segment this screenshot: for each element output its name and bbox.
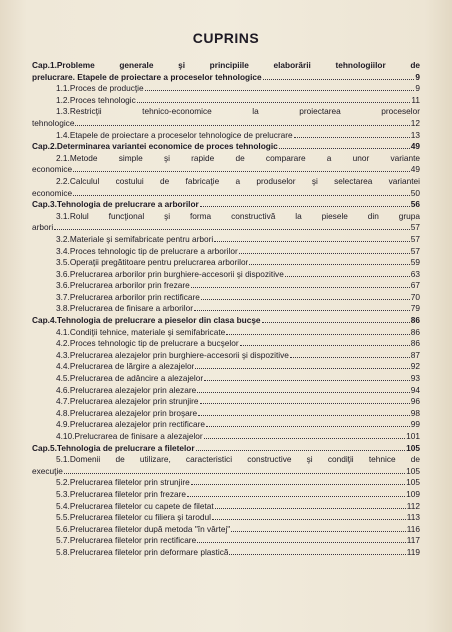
toc-section-entry (32, 280, 420, 292)
toc-section-entry (32, 408, 420, 420)
toc-dot-leader (75, 125, 409, 126)
toc-entry-title: 4.9.Prelucrarea alezajelor prin rectificare (56, 419, 205, 430)
toc-dot-leader (214, 241, 410, 242)
toc-chapter-entry (32, 141, 420, 153)
toc-entry-title: 4.5.Prelucrarea de adâncire a alezajelor (56, 373, 204, 384)
toc-entry-title: 4.1.Condiţii tehnice, materiale şi semifabricate (56, 326, 226, 337)
toc-entry-title: 3.8.Prelucrarea de finisare a arborilor (56, 303, 193, 314)
toc-page-number: 98 (410, 407, 420, 418)
toc-page-number: 119 (406, 546, 420, 557)
toc-section-entry (32, 350, 420, 362)
toc-entry-continuation (32, 466, 420, 478)
toc-page-number: 105 (406, 465, 420, 476)
toc-entry-title: 4.4.Prelucrarea de lărgire a alezajelor (56, 361, 195, 372)
toc-entry-title-line: 5.1.Domenii de utilizare, caracteristici constructive şi condiţii tehnice de (56, 454, 420, 465)
toc-page-number: 92 (410, 361, 420, 372)
toc-entry-title: 4.3.Prelucrarea alezajelor prin burghiere-accesorii şi dispozitive (56, 349, 289, 360)
toc-page-number: 9 (415, 71, 420, 82)
toc-dot-leader (262, 322, 410, 323)
toc-dot-leader (197, 542, 406, 543)
toc-entry-title: 3.2.Materiale şi semifabricate pentru arbori (56, 233, 214, 244)
toc-section-entry (32, 234, 420, 246)
toc-entry-title-line: 2.1.Metode simple şi rapide de comparare a unor variante (56, 152, 420, 163)
toc-dot-leader (200, 403, 410, 404)
toc-page-number: 87 (410, 349, 420, 360)
toc-entry-title: 3.4.Proces tehnologic tip de prelucrare a arborilor (56, 245, 238, 256)
toc-dot-leader (195, 368, 409, 369)
toc-page-number: 99 (410, 419, 420, 430)
toc-page-number: 105 (406, 442, 420, 453)
toc-entry-title: 4.6.Prelucrarea alezajelor prin alezare (56, 384, 197, 395)
toc-entry-title: 1.2.Proces tehnologic (56, 94, 136, 105)
toc-dot-leader (290, 357, 410, 358)
toc-entry-title: 1.1.Proces de producţie (56, 83, 144, 94)
toc-section-entry (32, 292, 420, 304)
toc-page-number: 12 (410, 117, 420, 128)
toc-entry-continuation (32, 72, 420, 84)
toc-dot-leader (54, 229, 410, 230)
toc-page-number: 113 (406, 512, 420, 523)
toc-entry-title: Cap.4.Tehnologia de prelucrare a pieselor din clasa bucşe (32, 315, 261, 326)
toc-entry-title: Cap.5.Tehnologia de prelucrare a filetelor (32, 442, 195, 453)
toc-page-number: 117 (406, 535, 420, 546)
toc-page-number: 49 (410, 141, 420, 152)
toc-page-number: 11 (411, 94, 420, 105)
toc-page-number: 57 (410, 245, 420, 256)
toc-page-number: 116 (406, 523, 420, 534)
toc-dot-leader (231, 531, 406, 532)
toc-page-number: 50 (410, 187, 420, 198)
toc-entry-title-line: 2.2.Calculul costului de fabricaţie a produselor şi selectarea variantei (56, 175, 420, 186)
toc-entry-title-line: economice (32, 164, 73, 175)
toc-dot-leader (249, 264, 409, 265)
toc-section-entry (32, 246, 420, 258)
toc-page-number: 93 (410, 373, 420, 384)
toc-dot-leader (212, 519, 406, 520)
toc-entry-title: 3.6.Prelucrarea arborilor prin burghiere-accesorii şi dispozitive (56, 268, 284, 279)
toc-section-entry (32, 361, 420, 373)
toc-entry-title: 4.2.Proces tehnologic tip de prelucrare a bucşelor (56, 338, 239, 349)
toc-section-entry (32, 83, 420, 95)
toc-entry-title: Cap.2.Determinarea variantei economice de proces tehnologic (32, 141, 278, 152)
toc-dot-leader (145, 90, 415, 91)
toc-entry-title: 1.4.Etapele de proiectare a proceselor tehnologice de prelucrare (56, 129, 293, 140)
toc-section-entry (32, 489, 420, 501)
toc-page-number: 86 (410, 326, 420, 337)
toc-page-number: 56 (410, 199, 420, 210)
toc-entry-title: Cap.3.Tehnologia de prelucrare a arborilor (32, 199, 199, 210)
toc-section-entry (32, 130, 420, 142)
toc-page-number: 96 (410, 396, 420, 407)
toc-page-number: 112 (406, 500, 420, 511)
toc-page-number: 109 (406, 488, 420, 499)
toc-entry-title-line: arbori (32, 222, 54, 233)
toc-page-number: 70 (410, 291, 420, 302)
toc-entry-title: 3.6.Prelucrarea arborilor prin frezare (56, 280, 190, 291)
toc-page-number: 63 (410, 268, 420, 279)
page-title: CUPRINS (192, 30, 260, 46)
toc-entry-title: 5.7.Prelucrarea filetelor prin rectificare (56, 535, 197, 546)
toc-entry-title: 5.6.Prelucrarea filetelor după metoda "în vârtej" (56, 523, 231, 534)
toc-chapter-entry (32, 199, 420, 211)
toc-section-entry (32, 501, 420, 513)
toc-dot-leader (215, 508, 406, 509)
toc-entry-title: 3.7.Prelucrarea arborilor prin rectificare (56, 291, 200, 302)
toc-chapter-entry (32, 443, 420, 455)
toc-page-number: 86 (410, 315, 420, 326)
toc-dot-leader (229, 554, 405, 555)
toc-dot-leader (73, 171, 410, 172)
toc-section-entry (32, 176, 420, 199)
toc-dot-leader (137, 102, 411, 103)
toc-dot-leader (197, 392, 410, 393)
toc-section-entry (32, 431, 420, 443)
toc-dot-leader (294, 137, 410, 138)
toc-section-entry (32, 257, 420, 269)
toc-dot-leader (240, 345, 410, 346)
toc-dot-leader (198, 415, 410, 416)
toc-page-number: 79 (410, 303, 420, 314)
toc-section-entry (32, 512, 420, 524)
toc-dot-leader (187, 496, 405, 497)
toc-section-entry (32, 373, 420, 385)
toc-entry-title: 3.5.Operaţii pregătitoare pentru prelucrarea arborilor (56, 257, 249, 268)
toc-section-entry (32, 95, 420, 107)
toc-section-entry (32, 396, 420, 408)
toc-section-entry (32, 547, 420, 559)
toc-entry-title: 4.7.Prelucrarea alezajelor prin strunjire (56, 396, 199, 407)
toc-section-entry (32, 477, 420, 489)
toc-page-number: 59 (410, 257, 420, 268)
toc-section-entry (32, 327, 420, 339)
toc-dot-leader (239, 253, 410, 254)
toc-entry-title-line: Cap.1.Probleme generale şi principiile elaborării tehnologiilor de (32, 60, 420, 70)
toc-dot-leader (201, 299, 410, 300)
toc-entry-continuation (32, 164, 420, 176)
toc-dot-leader (196, 450, 406, 451)
toc-section-entry (32, 419, 420, 431)
toc-entry-continuation (32, 188, 420, 200)
toc-page-number: 94 (410, 384, 420, 395)
toc-dot-leader (200, 206, 410, 207)
toc-entry-title: 5.5.Prelucrarea filetelor cu filiera şi tarodul (56, 512, 211, 523)
toc-chapter-entry (32, 315, 420, 327)
toc-dot-leader (204, 380, 410, 381)
toc-dot-leader (194, 310, 410, 311)
toc-entry-continuation (32, 222, 420, 234)
toc-entry-title: 4.8.Prelucrarea alezajelor prin broşare (56, 407, 198, 418)
toc-page-number: 86 (410, 338, 420, 349)
toc-dot-leader (285, 276, 410, 277)
toc-dot-leader (279, 148, 410, 149)
toc-dot-leader (204, 438, 405, 439)
toc-page-number: 67 (410, 280, 420, 291)
toc-dot-leader (263, 79, 415, 80)
toc-section-entry (32, 524, 420, 536)
toc-entry-title-line: economice (32, 187, 73, 198)
toc-section-entry (32, 385, 420, 397)
table-of-contents (32, 60, 420, 559)
toc-section-entry (32, 338, 420, 350)
toc-entry-title: 5.3.Prelucrarea filetelor prin frezare (56, 488, 187, 499)
toc-entry-title-line: prelucrare. Etapele de proiectare a proceselor tehnologice (32, 71, 262, 82)
toc-entry-title: 4.10.Prelucrarea de finisare a alezajelor (56, 431, 203, 441)
toc-page-number: 9 (415, 83, 420, 94)
toc-entry-title-line: 3.1.Rolul funcţional şi forma constructivă la piesele din grupa (56, 210, 420, 221)
toc-section-entry (32, 535, 420, 547)
toc-section-entry (32, 153, 420, 176)
toc-section-entry (32, 106, 420, 129)
toc-section-entry (32, 454, 420, 477)
toc-entry-title: 5.2.Prelucrarea filetelor prin strunjire (56, 477, 190, 488)
toc-dot-leader (206, 426, 410, 427)
toc-entry-continuation (32, 118, 420, 130)
toc-entry-title-line: tehnologice (32, 117, 75, 128)
toc-page-number: 105 (406, 477, 420, 488)
toc-dot-leader (191, 484, 405, 485)
toc-dot-leader (226, 334, 410, 335)
toc-section-entry (32, 269, 420, 281)
toc-entry-title-line: execuţie (32, 465, 63, 476)
toc-page-number: 49 (410, 164, 420, 175)
toc-section-entry (32, 303, 420, 315)
toc-entry-title-line: 1.3.Restricţii tehnico-economice la proiectarea proceselor (56, 106, 420, 117)
toc-entry-title: 5.4.Prelucrarea filetelor cu capete de filetat (56, 500, 214, 511)
toc-dot-leader (73, 195, 410, 196)
toc-page-number: 101 (406, 431, 420, 441)
toc-entry-title: 5.8.Prelucrarea filetelor prin deformare plastică (56, 546, 229, 557)
toc-section-entry (32, 211, 420, 234)
toc-chapter-entry (32, 60, 420, 83)
toc-page-number: 13 (410, 129, 420, 140)
toc-dot-leader (191, 287, 410, 288)
toc-dot-leader (64, 473, 405, 474)
toc-page-number: 57 (410, 222, 420, 233)
toc-page-number: 57 (410, 233, 420, 244)
